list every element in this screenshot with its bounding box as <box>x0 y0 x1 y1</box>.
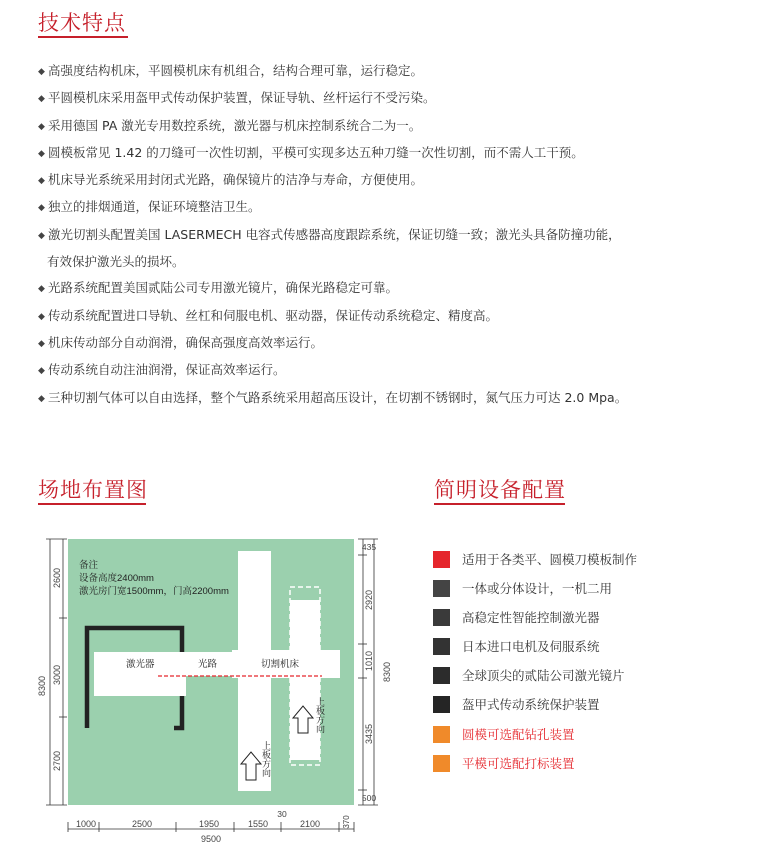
feature-text: 激光切割头配置美国 LASERMECH 电容式传感器高度跟踪系统，保证切缝一致；激光头具备防撞功能， <box>48 226 621 242</box>
feature-text: 传动系统自动注油润滑，保证高效率运行。 <box>48 362 286 378</box>
dim-right: 435 <box>361 542 377 552</box>
color-swatch <box>433 755 450 772</box>
feature-text: 传动系统配置进口导轨、丝杠和伺服电机、驱动器，保证传动系统稳定、精度高。 <box>48 307 499 323</box>
feature-text: 三种切割气体可以自由选择，整个气路系统采用超高压设计，在切割不锈钢时，氮气压力可达 2.0 Mpa。 <box>48 389 628 405</box>
dim-bottom: 2100 <box>299 819 321 829</box>
bullet-icon: ◆ <box>38 338 45 349</box>
dim-bottom: 1550 <box>247 819 269 829</box>
color-swatch <box>433 696 450 713</box>
config-title: 简明设备配置 <box>434 478 566 502</box>
bullet-icon: ◆ <box>38 284 45 295</box>
feature-text: 光路系统配置美国贰陆公司专用激光镜片，确保光路稳定可靠。 <box>48 280 399 296</box>
note-line-1: 设备高度2400mm <box>79 573 154 584</box>
color-swatch <box>433 726 450 743</box>
bullet-icon: ◆ <box>38 311 45 322</box>
dim-right: 3435 <box>364 723 374 745</box>
dim-left: 2700 <box>52 750 62 772</box>
color-swatch <box>433 667 450 684</box>
feature-text: 平圆模机床采用盔甲式传动保护装置，保证导轨、丝杆运行不受污染。 <box>48 90 436 106</box>
note-line-2: 激光房门宽1500mm，门高2200mm <box>79 586 229 597</box>
config-label: 盔甲式传动系统保护装置 <box>462 697 600 713</box>
light-path-label: 光路 <box>198 659 218 670</box>
feature-text: 机床导光系统采用封闭式光路，确保镜片的洁净与寿命，方便使用。 <box>48 172 424 188</box>
color-swatch <box>433 580 450 597</box>
right-table <box>290 600 320 760</box>
feature-text: 圆模板常见 1.42 的刀缝可一次性切割，平模可实现多达五种刀缝一次性切割，而不需人工干预。 <box>48 144 584 160</box>
dim-left: 3000 <box>52 664 62 686</box>
dim-bottom: 370 <box>342 815 351 829</box>
config-label: 高稳定性智能控制激光器 <box>462 610 600 626</box>
layout-title: 场地布置图 <box>38 478 148 502</box>
bullet-icon: ◆ <box>38 366 45 377</box>
dim-right-total: 8300 <box>382 661 392 683</box>
bullet-icon: ◆ <box>38 67 45 77</box>
load-direction-label: 上板方向 <box>315 697 325 733</box>
feature-text: 高强度结构机床，平圆模机床有机组合，结构合理可靠，运行稳定。 <box>48 63 424 78</box>
dim-bottom: 2500 <box>131 819 153 829</box>
config-label: 一体或分体设计，一机二用 <box>462 581 613 597</box>
laser-label: 激光器 <box>126 659 155 670</box>
dim-left-total: 8300 <box>37 675 47 697</box>
note-title: 备注 <box>79 560 99 571</box>
load-direction-label: 上板方向 <box>261 741 271 777</box>
bullet-icon: ◆ <box>38 94 45 105</box>
config-label: 适用于各类平、圆模刀模板制作 <box>462 552 638 567</box>
bullet-icon: ◆ <box>38 393 45 404</box>
tech-title: 技术特点 <box>38 11 126 35</box>
bullet-icon: ◆ <box>38 176 45 187</box>
config-label: 日本进口电机及伺服系统 <box>462 639 600 655</box>
bullet-icon: ◆ <box>38 121 45 132</box>
machine-label: 切割机床 <box>261 659 300 670</box>
dim-right: 500 <box>361 793 377 803</box>
color-swatch <box>433 609 450 626</box>
feature-text: 采用德国 PA 激光专用数控系统，激光器与机床控制系统合二为一。 <box>48 117 422 133</box>
feature-text: 独立的排烟通道，保证环境整洁卫生。 <box>48 199 261 215</box>
dim-right: 2920 <box>364 589 374 611</box>
feature-text: 有效保护激光头的损坏。 <box>47 254 185 270</box>
dim-bottom: 1000 <box>75 819 97 829</box>
dim-bottom-total: 9500 <box>200 834 222 844</box>
dim-gap: 30 <box>277 809 287 819</box>
config-label: 圆模可选配钻孔装置 <box>462 726 575 742</box>
config-label: 全球顶尖的贰陆公司激光镜片 <box>462 668 625 684</box>
bullet-icon: ◆ <box>38 148 45 159</box>
bullet-icon: ◆ <box>38 203 45 214</box>
dim-left: 2600 <box>52 567 62 589</box>
dim-bottom: 1950 <box>198 819 220 829</box>
dim-right: 1010 <box>364 650 374 672</box>
bullet-icon: ◆ <box>38 230 45 241</box>
color-swatch <box>433 638 450 655</box>
color-swatch <box>433 551 450 568</box>
feature-text: 机床传动部分自动润滑，确保高强度高效率运行。 <box>48 334 324 350</box>
config-label: 平模可选配打标装置 <box>462 755 575 771</box>
